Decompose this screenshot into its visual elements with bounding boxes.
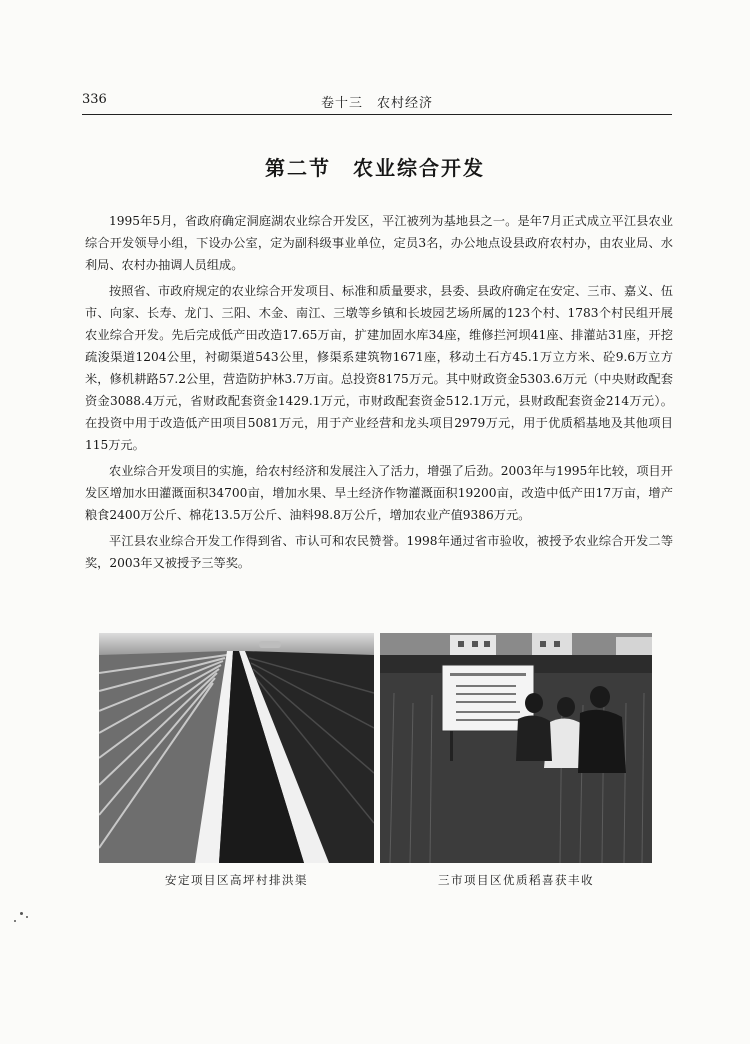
header-rule xyxy=(82,114,672,115)
running-title: 卷十三 农村经济 xyxy=(320,96,433,111)
body-text xyxy=(85,210,673,578)
photo-drainage-channel xyxy=(99,633,374,863)
paragraph-2: 按照省、市政府规定的农业综合开发项目、标准和质量要求，县委、县政府确定在安定、三市、嘉义、伍市、向家、长寿、龙门、三阳、木金、南江、三墩等乡镇和长坡园艺场所属的123个村、1783个村民组开展农业综合开发。先后完成低产田改造17.65万亩，扩建加固水库34座，维修拦河坝41座、排灌站31座，开挖疏浚渠道1204公里，衬砌渠道543公里，修渠系建筑物1671座，移动土石方45.1万立方米、砼9.6万立方米，修机耕路57.2公里，营造防护林3.7万亩。总投资8175万元。其中财政资金5303.6万元（中央财政配套资金3088.4万元，省财政配套资金1429.1万元，市财政配套资金512.1万元，县财政配套资金214万元）。在投资中用于改造低产田项目5081万元，用于产业经营和龙头项目2979万元，用于优质稻基地及其他项目115万元。 xyxy=(85,284,673,452)
paragraph-1: 1995年5月，省政府确定洞庭湖农业综合开发区，平江被列为基地县之一。是年7月正式成立平江县农业综合开发领导小组，下设办公室，定为副科级事业单位，定员3名，办公地点设县政府农村办，由农业局、水利局、农村办抽调人员组成。 xyxy=(85,214,673,272)
scan-speck xyxy=(14,920,16,922)
scan-speck xyxy=(20,912,23,915)
page-number: 336 xyxy=(82,92,107,107)
photo-caption-2: 三市项目区优质稻喜获丰收 xyxy=(438,873,594,887)
photo-rice-harvest xyxy=(380,633,652,863)
paragraph-4: 平江县农业综合开发工作得到省、市认可和农民赞誉。1998年通过省市验收，被授予农业综合开发二等奖，2003年又被授予三等奖。 xyxy=(85,534,673,570)
section-title: 第二节 农业综合开发 xyxy=(265,156,485,180)
page-header xyxy=(82,92,672,112)
scan-speck xyxy=(26,916,28,918)
photo-caption-1: 安定项目区高坪村排洪渠 xyxy=(165,873,308,887)
paragraph-3: 农业综合开发项目的实施，给农村经济和发展注入了活力，增强了后劲。2003年与1995年比较，项目开发区增加水田灌溉面积34700亩，增加水果、旱土经济作物灌溉面积19200亩，改造中低产田17万亩，增产粮食2400万公斤、棉花13.5万公斤、油料98.8万公斤，增加农业产值9386万元。 xyxy=(85,464,673,522)
